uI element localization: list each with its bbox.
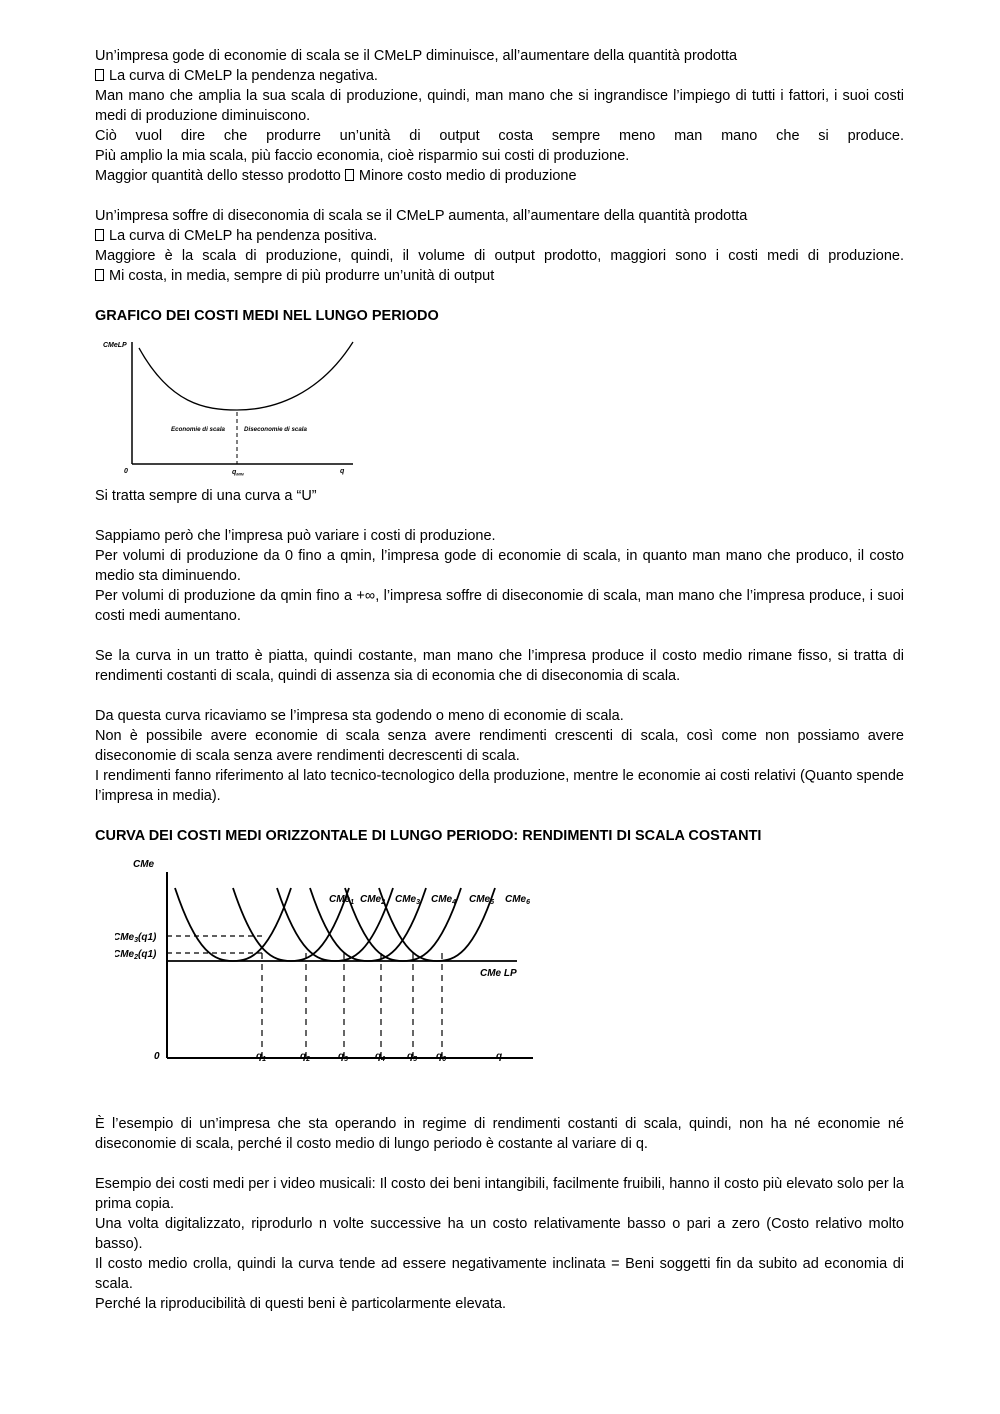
curve-label-6: CMe$_6$ xyxy=(505,894,531,906)
q-tick-label-4: $q_4$ xyxy=(375,1051,386,1063)
qmin-label: $q_{MIN}$ xyxy=(232,469,244,477)
arrow-icon xyxy=(95,229,104,241)
cme3q1-label: CMe$_3$(q1) xyxy=(115,932,157,944)
y-axis-label: CMe xyxy=(133,859,155,870)
para1-line1: Un’impresa gode di economie di scala se il CMeLP diminuisce, all’aumentare della quantità prodotta xyxy=(95,48,738,64)
figure-cmelp-ucurve xyxy=(95,334,904,486)
para7-line2: Una volta digitalizzato, riprodurlo n volte successive ha un costo relativamente basso o pari a zero (Costo relativo molto basso). xyxy=(95,1216,904,1252)
q-tick-label-6: $q_6$ xyxy=(436,1051,447,1063)
economie-region-label: Economie di scala xyxy=(171,426,225,433)
origin-label: 0 xyxy=(154,1051,160,1062)
para7-line1: Esempio dei costi medi per i video musicali: Il costo dei beni intangibili, facilmente fruibili, hanno il costo più elevato solo per la prima copia. xyxy=(95,1176,904,1212)
x-axis-label: q xyxy=(340,468,345,475)
para1-line5: Più amplio la mia scala, più faccio economia, cioè risparmio sui costi di produzione. xyxy=(95,148,630,164)
para1-line6: Maggior quantità dello stesso prodotto Minore costo medio di produzione xyxy=(95,168,577,184)
para5-line2: Non è possibile avere economie di scala senza avere rendimenti crescenti di scala, così come non possiamo avere diseconomie di scala senza avere rendimenti decrescenti di scala. xyxy=(95,728,904,764)
curve-label-5: CMe$_5$ xyxy=(469,894,495,906)
para2-line4: Mi costa, in media, sempre di più produrre un’unità di output xyxy=(95,266,904,286)
para2-line3: Maggiore è la scala di produzione, quindi, il volume di output prodotto, maggiori sono i costi medi di produzione. xyxy=(95,248,904,264)
cmelp-graph xyxy=(95,334,365,484)
para2-line2: La curva di CMeLP ha pendenza positiva. xyxy=(95,226,904,246)
q-tick-label-2: $q_2$ xyxy=(300,1051,311,1063)
cme2q1-label: CMe$_2$(q1) xyxy=(115,949,157,961)
arrow-icon xyxy=(345,169,354,181)
q-tick-label-1: $q_1$ xyxy=(256,1051,267,1063)
section-heading-horizontal-lp: CURVA DEI COSTI MEDI ORIZZONTALE DI LUNGO PERIODO: RENDIMENTI DI SCALA COSTANTI xyxy=(95,828,762,844)
srac-curve-1 xyxy=(175,888,291,961)
para1-line2: La curva di CMeLP la pendenza negativa. xyxy=(95,66,904,86)
curve-label-1: CMe$_1$ xyxy=(329,894,355,906)
para1-line4: Ciò vuol dire che produrre un’unità di output costa sempre meno man mano che si produce. xyxy=(95,128,904,144)
curve-label-2: CMe$_2$ xyxy=(360,894,386,906)
lrac-label: CMe LP xyxy=(480,968,517,979)
curve-label-4: CMe$_4$ xyxy=(431,894,457,906)
q-tick-label-5: $q_5$ xyxy=(407,1051,418,1063)
q-tick-label-3: $q_3$ xyxy=(338,1051,349,1063)
after-fig1-text: Si tratta sempre di una curva a “U” xyxy=(95,488,317,504)
origin-label: 0 xyxy=(124,468,128,475)
para5-line3: I rendimenti fanno riferimento al lato tecnico-tecnologico della produzione, mentre le economie ai costi relativi (Quanto spende l’impresa in media). xyxy=(95,768,904,804)
q-dashed-lines xyxy=(262,953,442,1058)
cme-lp-graph xyxy=(115,854,565,1090)
x-axis-label: q xyxy=(496,1051,503,1062)
curve-label-3: CMe$_3$ xyxy=(395,894,421,906)
para3-line1: Sappiamo però che l’impresa può variare i costi di produzione. xyxy=(95,528,496,544)
arrow-icon xyxy=(95,69,104,81)
para2-line1: Un’impresa soffre di diseconomia di scala se il CMeLP aumenta, all’aumentare della quantità prodotta xyxy=(95,208,748,224)
para3-line2: Per volumi di produzione da 0 fino a qmin, l’impresa gode di economie di scala, in quanto man mano che produco, il costo medio sta diminuendo. xyxy=(95,548,904,584)
para4: Se la curva in un tratto è piatta, quindi costante, man mano che l’impresa produce il costo medio rimane fisso, si tratta di rendimenti costanti di scala, quindi di assenza sia di economia che di diseconomia di scala. xyxy=(95,648,904,684)
arrow-icon xyxy=(95,269,104,281)
para5-line1: Da questa curva ricaviamo se l’impresa sta godendo o meno di economie di scala. xyxy=(95,708,624,724)
para7-line3: Il costo medio crolla, quindi la curva tende ad essere negativamente inclinata = Beni soggetti fin da subito ad economia di scala. xyxy=(95,1256,904,1292)
section-heading-lp-costs: GRAFICO DEI COSTI MEDI NEL LUNGO PERIODO xyxy=(95,308,439,324)
figure-cme-constant-returns xyxy=(95,854,904,1114)
para6: È l’esempio di un’impresa che sta operando in regime di rendimenti costanti di scala, quindi, non ha né economie né diseconomie di scala, perché il costo medio di lungo periodo è costante al variare di q. xyxy=(95,1116,904,1152)
para1-line3: Man mano che amplia la sua scala di produzione, quindi, man mano che si ingrandisce l’impiego di tutti i fattori, i suoi costi medi di produzione diminuiscono. xyxy=(95,88,904,124)
lrac-curve xyxy=(139,342,353,410)
diseconomie-region-label: Diseconomie di scala xyxy=(244,426,307,433)
curve-labels xyxy=(329,894,530,906)
document-page xyxy=(95,46,904,1314)
y-axis-label: CMeLP xyxy=(103,342,127,349)
para3-line3: Per volumi di produzione da qmin fino a +∞, l’impresa soffre di diseconomie di scala, man mano che l’impresa produce, i suoi costi medi aumentano. xyxy=(95,588,904,624)
para7-line4: Perché la riproducibilità di questi beni è particolarmente elevata. xyxy=(95,1296,507,1312)
